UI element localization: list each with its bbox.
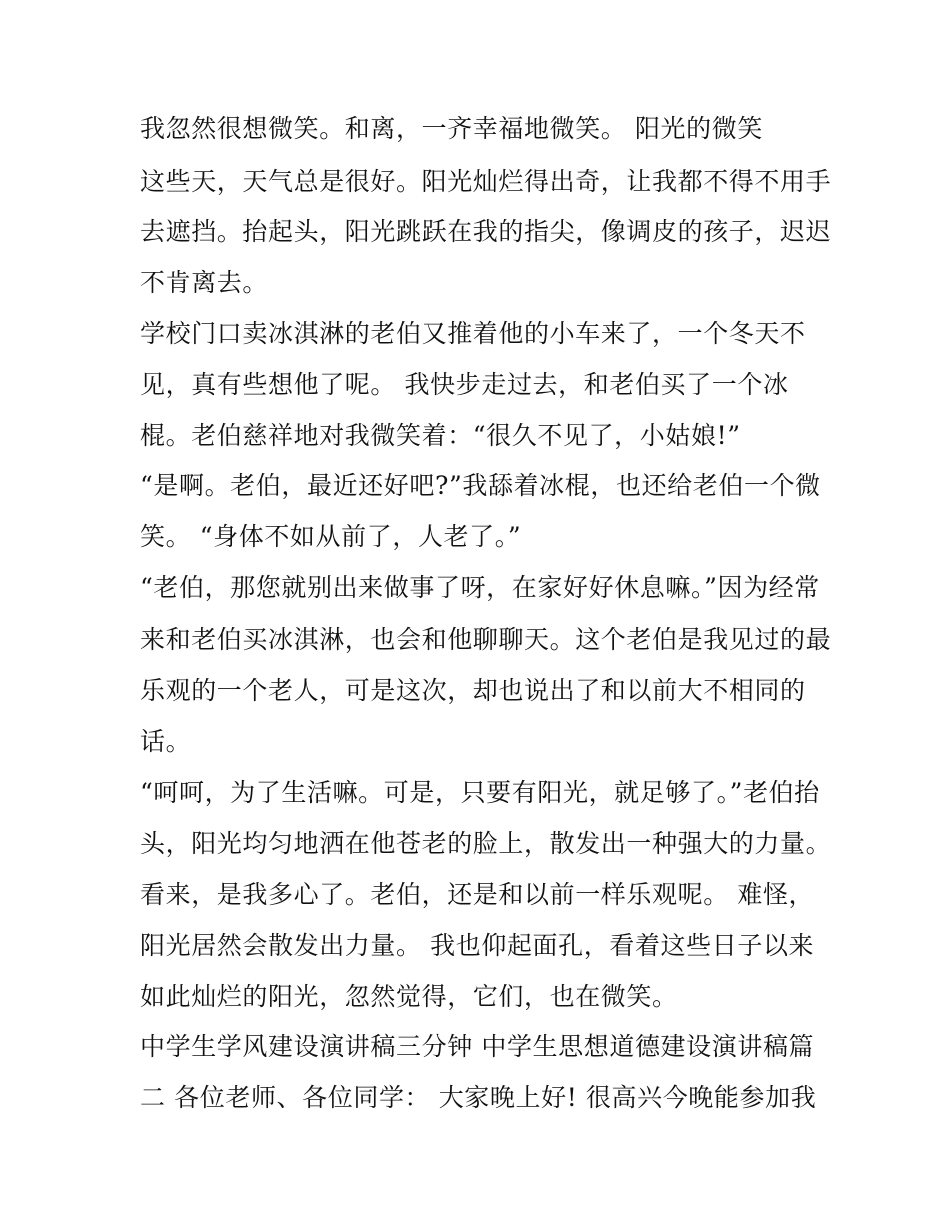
- text-line: 二 各位老师、各位同学： 大家晚上好! 很高兴今晚能参加我: [140, 1083, 817, 1112]
- text-line: 学校门口卖冰淇淋的老伯又推着他的小车来了，一个冬天不: [140, 319, 806, 348]
- text-line: 不肯离去。: [140, 268, 269, 297]
- text-line: 头，阳光均匀地洒在他苍老的脸上，散发出一种强大的力量。: [140, 829, 832, 858]
- text-line: 话。: [140, 727, 192, 756]
- text-line: 如此灿烂的阳光，忽然觉得，它们，也在微笑。: [140, 982, 678, 1011]
- text-line: 来和老伯买冰淇淋，也会和他聊聊天。这个老伯是我见过的最: [140, 625, 832, 654]
- text-line: “呵呵，为了生活嘛。可是，只要有阳光，就足够了。”老伯抬: [140, 778, 820, 807]
- text-line: 这些天，天气总是很好。阳光灿烂得出奇，让我都不得不用手: [140, 167, 832, 196]
- text-line: 阳光居然会散发出力量。 我也仰起面孔，看着这些日子以来: [140, 931, 815, 960]
- text-line: “老伯，那您就别出来做事了呀，在家好好休息嘛。”因为经常: [140, 573, 820, 602]
- text-line: 看来，是我多心了。老伯，还是和以前一样乐观呢。 难怪，: [140, 880, 815, 909]
- text-line: 中学生学风建设演讲稿三分钟 中学生思想道德建设演讲稿篇: [140, 1032, 815, 1061]
- text-line: 见，真有些想他了呢。 我快步走过去，和老伯买了一个冰: [140, 370, 789, 399]
- text-line: 我忽然很想微笑。和离，一齐幸福地微笑。 阳光的微笑: [140, 114, 763, 143]
- text-line: 乐观的一个老人，可是这次，却也说出了和以前大不相同的: [140, 676, 806, 705]
- text-line: 去遮挡。抬起头，阳光跳跃在我的指尖，像调皮的孩子，迟迟: [140, 217, 832, 246]
- text-line: 棍。老伯慈祥地对我微笑着：“很久不见了，小姑娘!”: [140, 421, 741, 450]
- text-line: “是啊。老伯，最近还好吧?”我舔着冰棍，也还给老伯一个微: [140, 471, 821, 500]
- text-line: 笑。 “身体不如从前了，人老了。”: [140, 522, 522, 551]
